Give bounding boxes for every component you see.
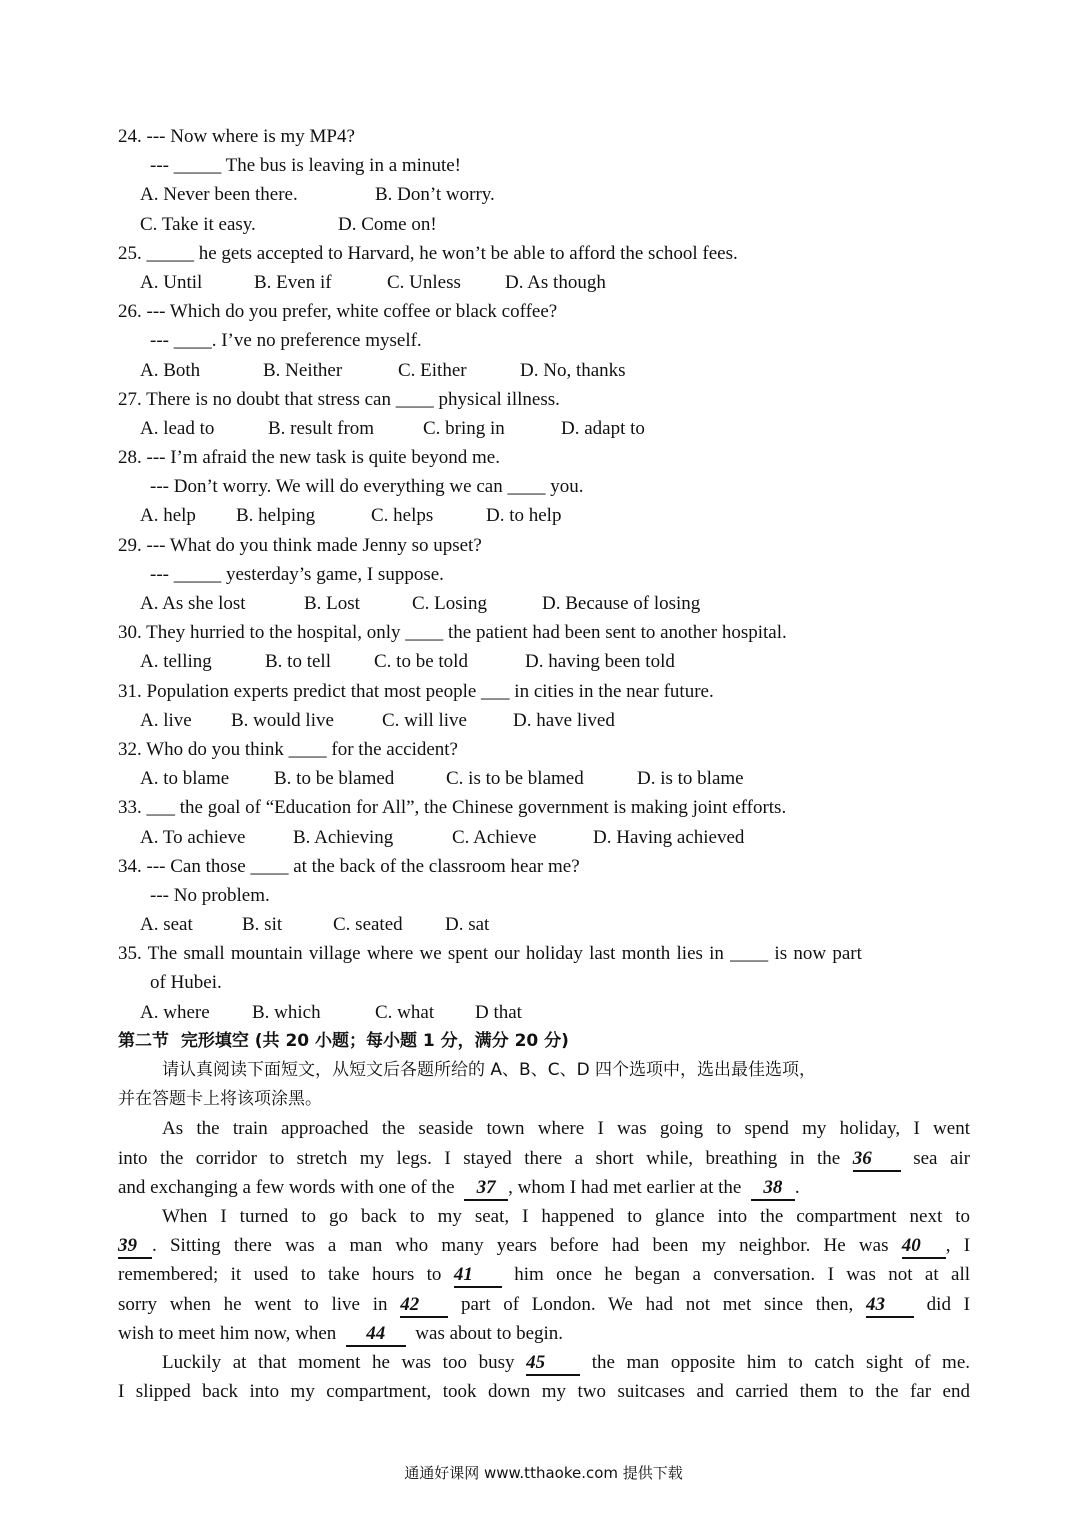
passage-line <box>118 1319 970 1348</box>
passage-text: was about to begin. <box>415 1322 564 1344</box>
q28-option-b: B. helping <box>236 505 316 527</box>
passage-text: When I turned to go back to my seat, I happened to glance into the compartment next to <box>162 1205 970 1227</box>
passage-text: , whom I had met earlier at the <box>508 1176 742 1198</box>
passage-text: the man opposite him to catch sight of me. <box>591 1351 970 1373</box>
q33-option-c: C. Achieve <box>452 826 537 848</box>
passage-line <box>118 1260 970 1289</box>
blank-42: 42 <box>400 1294 448 1318</box>
passage-line <box>118 1173 970 1202</box>
passage-text: and exchanging a few words with one of the <box>118 1176 455 1198</box>
q35-stem-continued: of Hubei. <box>150 972 222 994</box>
q27-options <box>118 414 970 443</box>
exam-page <box>118 122 970 1406</box>
q26-reply: --- ____. I’ve no preference myself. <box>150 330 422 352</box>
q35-option-a: A. where <box>140 1001 210 1023</box>
q35-option-d: D that <box>475 1001 522 1023</box>
passage-text: , I <box>945 1235 971 1257</box>
q34-option-b: B. sit <box>242 914 283 936</box>
q30-option-b: B. to tell <box>265 651 331 673</box>
q35-options <box>118 998 970 1027</box>
passage-text: into the corridor to stretch my legs. I stayed there a short while, breathing in the <box>118 1147 841 1169</box>
q27-option-a: A. lead to <box>140 417 215 439</box>
section-heading: 第二节 完形填空 (共 20 小题；每小题 1 分，满分 20 分) <box>118 1030 569 1051</box>
q33-options <box>118 823 970 852</box>
q33-option-b: B. Achieving <box>293 826 394 848</box>
q28-option-d: D. to help <box>486 505 562 527</box>
q25-options <box>118 268 970 297</box>
q29-option-d: D. Because of losing <box>542 593 701 614</box>
q25-option-c: C. Unless <box>387 271 461 293</box>
q28-stem: 28. --- I’m afraid the new task is quite beyond me. <box>118 447 500 469</box>
passage-text: wish to meet him now, when <box>118 1322 337 1344</box>
blank-44: 44 <box>346 1323 406 1347</box>
q26-option-d: D. No, thanks <box>520 359 626 381</box>
passage-line <box>118 1290 970 1319</box>
q27-option-b: B. result from <box>268 417 375 439</box>
blank-40: 40 <box>902 1235 946 1259</box>
q27-stem: 27. There is no doubt that stress can ____ physical illness. <box>118 388 560 410</box>
passage-text: . Sitting there was a man who many years before had been my neighbor. He was <box>152 1235 889 1257</box>
q35-option-c: C. what <box>375 1001 435 1023</box>
q26-options <box>118 356 970 385</box>
blank-38: 38 <box>751 1177 795 1201</box>
passage-line <box>118 1144 970 1173</box>
q30-option-a: A. telling <box>140 651 212 673</box>
q30-option-d: D. having been told <box>525 651 675 673</box>
q34-reply: --- No problem. <box>150 884 270 906</box>
passage-line <box>118 1377 970 1406</box>
q30-options <box>118 647 970 676</box>
q30-option-c: C. to be told <box>374 651 468 673</box>
q31-options <box>118 706 970 735</box>
q28-option-c: C. helps <box>371 505 434 527</box>
q32-option-b: B. to be blamed <box>274 768 395 790</box>
passage-text: sorry when he went to live in <box>118 1293 388 1315</box>
q29-option-b: B. Lost <box>304 593 360 614</box>
page-footer: 通通好课网 www.tthaoke.com 提供下载 <box>404 1464 683 1482</box>
passage-line <box>118 1231 970 1260</box>
q31-option-c: C. will live <box>382 709 467 731</box>
passage-text: Luckily at that moment he was too busy <box>162 1351 515 1373</box>
passage-line <box>118 1114 970 1143</box>
q25-option-a: A. Until <box>140 271 203 293</box>
q32-option-d: D. is to blame <box>637 768 744 790</box>
q34-option-a: A. seat <box>140 914 193 936</box>
q24-option-d: D. Come on! <box>338 213 437 235</box>
q32-options <box>118 764 970 793</box>
blank-45: 45 <box>526 1352 580 1376</box>
q33-stem: 33. ___ the goal of “Education for All”, the Chinese government is making joint efforts. <box>118 797 787 819</box>
q33-option-d: D. Having achieved <box>593 826 745 848</box>
passage-text: remembered; it used to take hours to <box>118 1264 442 1286</box>
q25-option-b: B. Even if <box>254 271 332 293</box>
q28-reply: --- Don’t worry. We will do everything we can ____ you. <box>150 476 584 498</box>
passage-text: part of London. We had not met since then, <box>460 1293 854 1315</box>
q29-option-c: C. Losing <box>412 593 487 614</box>
q24-stem: 24. --- Now where is my MP4? <box>118 126 355 147</box>
q32-option-c: C. is to be blamed <box>446 768 584 790</box>
section-instruction-line2: 并在答题卡上将该项涂黑。 <box>118 1089 322 1110</box>
q33-option-a: A. To achieve <box>140 826 246 848</box>
q29-reply: --- _____ yesterday’s game, I suppose. <box>150 563 444 585</box>
q31-stem: 31. Population experts predict that most people ___ in cities in the near future. <box>118 680 714 702</box>
blank-41: 41 <box>454 1264 502 1288</box>
q24-option-c: C. Take it easy. <box>140 213 256 235</box>
q31-option-d: D. have lived <box>513 709 615 731</box>
blank-43: 43 <box>866 1294 914 1318</box>
q31-option-a: A. live <box>140 709 192 731</box>
blank-37: 37 <box>464 1177 508 1201</box>
q34-options <box>118 910 970 939</box>
passage-text: . <box>794 1176 800 1198</box>
q24-options-row1 <box>118 180 970 209</box>
passage-text: sea air <box>913 1147 971 1169</box>
passage-text: him once he began a conversation. I was not at all <box>514 1264 971 1286</box>
q27-option-d: D. adapt to <box>561 417 645 439</box>
q24-reply: --- _____ The bus is leaving in a minute! <box>150 155 461 177</box>
q24-option-b: B. Don’t worry. <box>375 184 495 206</box>
q35-stem: 35. The small mountain village where we spent our holiday last month lies in ____ is now part <box>118 943 862 965</box>
q35-option-b: B. which <box>252 1001 321 1023</box>
q32-stem: 32. Who do you think ____ for the accident? <box>118 738 458 760</box>
q26-option-a: A. Both <box>140 359 201 381</box>
blank-39: 39 <box>118 1235 152 1259</box>
q31-option-b: B. would live <box>231 709 334 731</box>
q30-stem: 30. They hurried to the hospital, only ____ the patient had been sent to another hospital. <box>118 622 787 644</box>
q34-stem: 34. --- Can those ____ at the back of the classroom hear me? <box>118 855 580 877</box>
q26-option-b: B. Neither <box>263 359 343 381</box>
q24-options-row2 <box>118 210 970 239</box>
passage-text: did I <box>926 1293 971 1315</box>
q24-option-a: A. Never been there. <box>140 184 298 206</box>
blank-36: 36 <box>853 1148 901 1172</box>
q34-option-c: C. seated <box>333 914 403 936</box>
q28-option-a: A. help <box>140 505 196 527</box>
passage-line <box>118 1202 970 1231</box>
q25-option-d: D. As though <box>505 271 606 293</box>
passage-text: As the train approached the seaside town where I was going to spend my holiday, I went <box>162 1118 970 1140</box>
q28-options <box>118 501 970 530</box>
passage-line <box>118 1348 970 1377</box>
q26-option-c: C. Either <box>398 359 467 381</box>
q26-stem: 26. --- Which do you prefer, white coffee or black coffee? <box>118 301 558 323</box>
q34-option-d: D. sat <box>445 914 490 936</box>
q29-options <box>118 589 970 618</box>
q32-option-a: A. to blame <box>140 768 230 790</box>
passage-text: I slipped back into my compartment, took down my two suitcases and carried them to the far end <box>118 1381 970 1403</box>
q29-option-a: A. As she lost <box>140 593 246 614</box>
q25-stem: 25. _____ he gets accepted to Harvard, he won’t be able to afford the school fees. <box>118 242 738 264</box>
q29-stem: 29. --- What do you think made Jenny so upset? <box>118 534 482 556</box>
section-instruction-line1: 请认真阅读下面短文，从短文后各题所给的 A、B、C、D 四个选项中，选出最佳选项， <box>162 1060 817 1080</box>
q27-option-c: C. bring in <box>423 417 505 439</box>
